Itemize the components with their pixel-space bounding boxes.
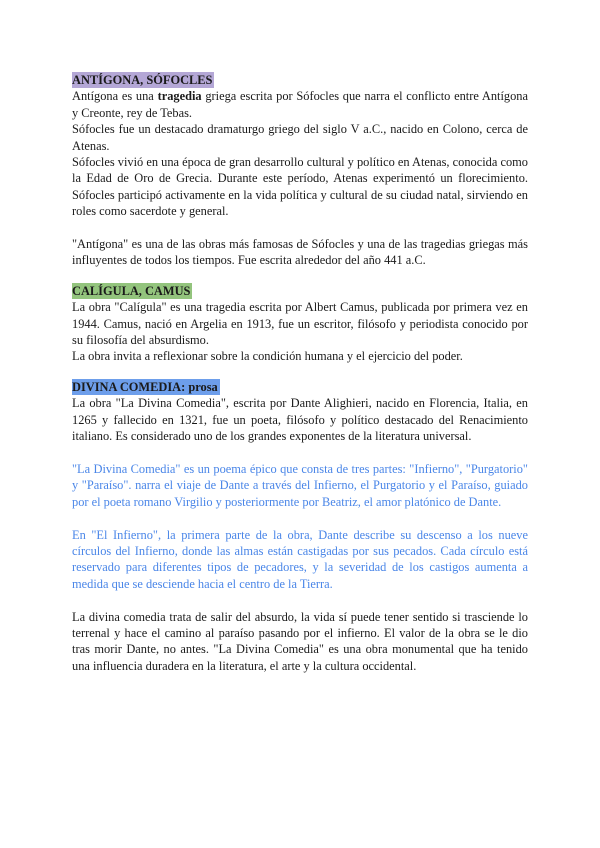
section-heading-caligula: CALÍGULA, CAMUS bbox=[72, 283, 191, 298]
paragraph: "Antígona" es una de las obras más famosas de Sófocles y una de las tragedias griegas más influyentes de todos los tiempos. Fue escrita alrededor del año 441 a.C. bbox=[72, 237, 528, 268]
blank-line bbox=[72, 510, 528, 526]
paragraph: Sófocles fue un destacado dramaturgo griego del siglo V a.C., nacido en Colono, cerca de Atenas. bbox=[72, 122, 528, 153]
bold-term: tragedia bbox=[157, 89, 202, 104]
paragraph-text: Antígona es una bbox=[72, 89, 158, 104]
section-heading-divina-comedia: DIVINA COMEDIA: prosa bbox=[72, 379, 218, 394]
paragraph: Sófocles vivió en una época de gran desarrollo cultural y político en Atenas, conocida como la Edad de Oro de Grecia. Durante este período, Atenas experimentó un florecimiento. Sófocles participó activamente en la vida política y cultural de su ciudad natal, sirviendo en roles como sacerdote y general. bbox=[72, 155, 528, 219]
paragraph bbox=[72, 88, 528, 121]
paragraph-blue: En "El Infierno", la primera parte de la obra, Dante describe su descenso a los nueve círculos del Infierno, donde las almas están castigadas por sus pecados. Cada círculo está reservado para diferentes tipos de pecadores, y la severidad de los castigos aumenta a medida que se desciende hacia el centro de la Tierra. bbox=[72, 527, 528, 591]
section-antigona bbox=[72, 72, 528, 269]
blank-line bbox=[72, 220, 528, 236]
blank-line bbox=[72, 269, 528, 283]
paragraph-text: griega escrita por Sófocles que narra el conflicto entre Antígona y Creonte, rey de Tebas. bbox=[72, 89, 529, 120]
paragraph: La obra invita a reflexionar sobre la condición humana y el ejercicio del poder. bbox=[72, 349, 463, 364]
section-heading-antigona: ANTÍGONA, SÓFOCLES bbox=[72, 73, 213, 87]
paragraph-blue: "La Divina Comedia" es un poema épico que consta de tres partes: "Infierno", "Purgatorio" y "Paraíso". narra el viaje de Dante a través del Infierno, el Purgatorio y el Paraíso, guiado por el poeta romano Virgilio y posteriormente por Beatriz, el amor platónico de Dante. bbox=[72, 461, 528, 509]
paragraph: La divina comedia trata de salir del absurdo, la vida sí puede tener sentido si trasciende lo terrenal y hace el camino al paraíso pasando por el infierno. El valor de la obra se le dio tras morir Dante, no antes. "La Divina Comedia" es una obra monumental que ha tenido una influencia duradera en la literatura, el arte y la cultura occidental. bbox=[72, 609, 528, 673]
blank-line bbox=[72, 365, 528, 379]
paragraph: La obra "Calígula" es una tragedia escrita por Albert Camus, publicada por primera vez en 1944. Camus, nació en Argelia en 1913, fue un escritor, filósofo y periodista conocido por su filosofía del absurdismo. bbox=[72, 300, 528, 348]
section-caligula bbox=[72, 283, 528, 365]
paragraph: La obra "La Divina Comedia", escrita por Dante Alighieri, nacido en Florencia, Italia, en 1265 y fallecido en 1321, fue un poeta, filósofo y político destacado del Renacimiento italiano. Es considerado uno de los grandes exponentes de la literatura universal. bbox=[72, 396, 528, 444]
section-divina-comedia bbox=[72, 379, 528, 674]
blank-line bbox=[72, 445, 528, 461]
blank-line bbox=[72, 592, 528, 608]
document-page bbox=[72, 72, 528, 674]
